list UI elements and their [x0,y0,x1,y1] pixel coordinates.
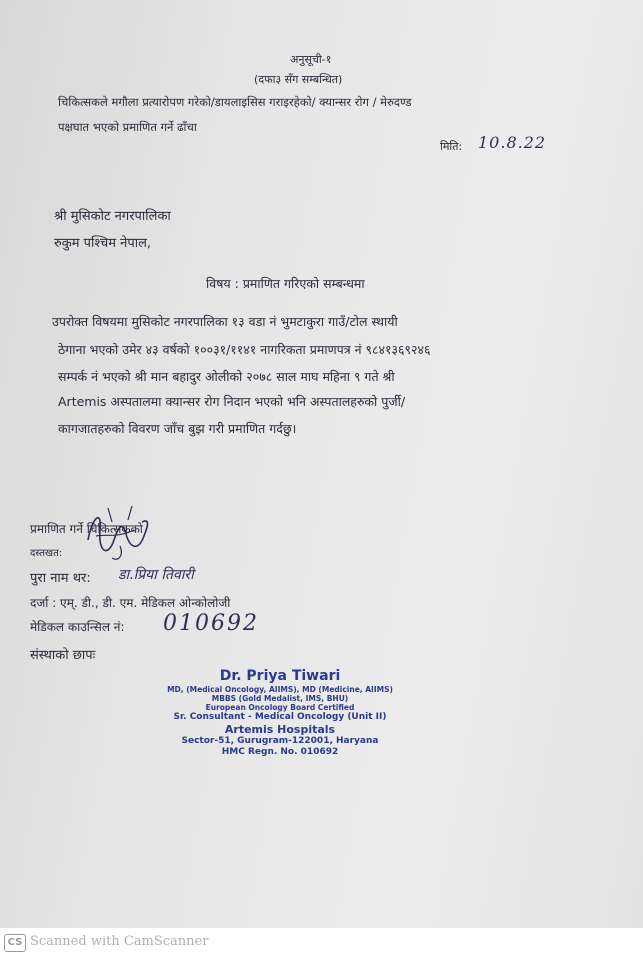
stamp-registration: HMC Regn. No. 010692 [221,746,339,757]
body-line: सम्पर्क नं भएको श्री मान बहादुर ओलीको २०७८ साल माघ महिना ९ गते श्री [58,369,395,384]
rank-label: दर्जा : एम्. डी., डी. एम. मेडिकल ओन्कोलोजी [30,596,231,610]
stamp-degrees: MD, (Medical Oncology, AIIMS), MD (Medicine, AIIMS) [167,684,393,694]
date-value: 10.8.22 [478,133,547,152]
stamp-hospital: Artemis Hospitals [224,722,336,736]
stamp-name: Dr. Priya Tiwari [219,668,341,684]
body-line: कागजातहरुको विवरण जाँच बुझ गरी प्रमाणित गर्दछु। [58,421,297,436]
camscanner-logo-icon: CS [4,934,26,952]
subject-line: विषय : प्रमाणित गरिएको सम्बन्धमा [206,276,365,291]
addressee-line-1: श्री मुसिकोट नगरपालिका [54,209,171,224]
institution-stamp-label: संस्थाको छापः [30,648,96,663]
section-reference: (दफा३ सँग सम्बन्धित) [254,73,343,86]
signature-label: दस्तखत: [30,548,63,559]
stamp-board: European Oncology Board Certified [205,702,355,712]
council-number-label: मेडिकल काउन्सिल नं: [30,620,125,634]
body-line: उपरोक्त विषयमा मुसिकोट नगरपालिका १३ वडा नं भुमटाकुरा गाउँ/टोल स्थायी [52,314,398,329]
scanner-watermark: Scanned with CamScanner [30,934,209,949]
form-heading-line-2: पक्षघात भएको प्रमाणित गर्ने ढाँचा [58,120,197,134]
full-name-label: पुरा नाम थर: [30,571,91,586]
doctor-stamp [150,668,410,757]
stamp-mbbs: MBBS (Gold Medalist, IMS, BHU) [211,693,349,703]
form-heading-line-1: चिकित्सकले मगौला प्रत्यारोपण गरेको/डायलाइसिस गराइरहेको/ क्यान्सर रोग / मेरुदण्ड [58,95,412,109]
addressee-line-2: रुकुम पश्चिम नेपाल, [54,236,152,251]
full-name-value: डा.प्रिया तिवारी [118,567,194,583]
schedule-title: अनुसूची-१ [290,53,332,66]
stamp-address: Sector-51, Gurugram-122001, Haryana [181,735,379,746]
body-line: Artemis अस्पतालमा क्यान्सर रोग निदान भएको भनि अस्पतालहरुको पुर्जी/ [58,394,406,409]
body-line: ठेगाना भएको उमेर ४३ वर्षको १००३१/११४१ नागरिकता प्रमाणपत्र नं ९८४१३६९२४६ [58,342,431,357]
date-label: मिति: [440,140,463,153]
certifying-doctor-label: प्रमाणित गर्ने चिकित्सकको [30,522,143,536]
council-number-value: 010692 [163,611,259,636]
stamp-position: Sr. Consultant - Medical Oncology (Unit II) [173,711,387,722]
